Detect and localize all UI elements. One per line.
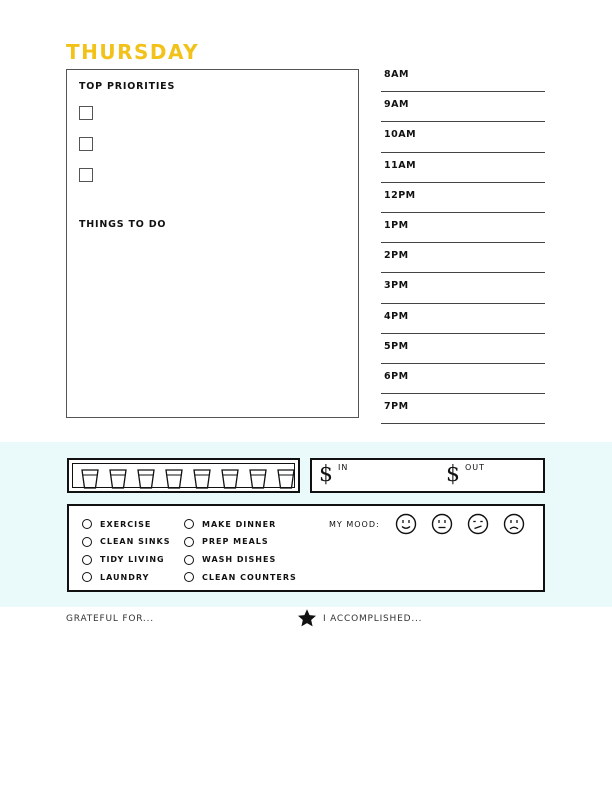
top-priorities-label: TOP PRIORITIES [79,81,176,92]
hour-label: 3PM [384,280,409,292]
hour-row[interactable] [381,183,545,213]
money-out-label: OUT [465,463,486,472]
dollar-in-icon: $ [319,462,333,487]
water-cup-icon[interactable] [248,468,268,490]
habit-label: CLEAN SINKS [100,537,171,547]
hour-row[interactable] [381,213,545,243]
hour-label: 6PM [384,370,409,382]
water-cup-icon[interactable] [192,468,212,490]
priority-checkbox-2[interactable] [79,137,93,151]
grateful-for-label: GRATEFUL FOR... [66,614,154,624]
hour-label: 1PM [384,219,409,231]
hour-row[interactable] [381,62,545,92]
smiling-face-icon[interactable] [395,513,417,535]
habit-circle-icon[interactable] [184,537,194,547]
dollar-out-icon: $ [446,462,460,487]
habit-item[interactable] [82,517,151,531]
frowning-face-icon[interactable] [503,513,525,535]
water-cup-icon[interactable] [136,468,156,490]
priorities-panel [66,69,359,418]
accomplished-label: I ACCOMPLISHED... [323,614,423,624]
water-cup-icon[interactable] [276,468,296,490]
hour-row[interactable] [381,153,545,183]
habit-circle-icon[interactable] [82,519,92,529]
habit-label: WASH DISHES [202,555,277,565]
habit-label: TIDY LIVING [100,555,165,565]
hour-row[interactable] [381,243,545,273]
hour-row[interactable] [381,92,545,122]
hour-row[interactable] [381,304,545,334]
habit-label: LAUNDRY [100,572,150,582]
hour-label: 11AM [384,159,417,171]
hour-row[interactable] [381,273,545,303]
water-cup-icon[interactable] [80,468,100,490]
habit-item[interactable] [184,517,276,531]
habit-item[interactable] [184,553,276,567]
water-cup-icon[interactable] [108,468,128,490]
water-cups-row [72,463,295,488]
hour-label: 10AM [384,129,417,141]
habit-circle-icon[interactable] [184,572,194,582]
habit-item[interactable] [82,570,149,584]
priority-checkbox-1[interactable] [79,106,93,120]
habit-item[interactable] [82,553,165,567]
habit-label: CLEAN COUNTERS [202,572,297,582]
money-tracker [310,458,545,493]
hour-label: 8AM [384,69,409,80]
water-cup-icon[interactable] [220,468,240,490]
habit-item[interactable] [184,535,269,549]
habit-label: EXERCISE [100,519,152,529]
hour-row[interactable] [381,334,545,364]
star-icon [297,608,317,628]
habit-circle-icon[interactable] [82,555,92,565]
habit-circle-icon[interactable] [82,572,92,582]
hour-label: 2PM [384,250,409,262]
money-in-label: IN [338,463,349,472]
water-tracker [67,458,300,493]
habit-label: PREP MEALS [202,537,269,547]
hourly-schedule [381,62,545,424]
hour-label: 9AM [384,99,409,111]
hour-label: 12PM [384,189,416,201]
hour-label: 7PM [384,401,409,413]
mood-label: MY MOOD: [329,520,380,529]
habit-item[interactable] [82,535,171,549]
water-cup-icon[interactable] [164,468,184,490]
priority-checkbox-3[interactable] [79,168,93,182]
skeptical-face-icon[interactable] [467,513,489,535]
hour-label: 5PM [384,340,409,352]
hour-label: 4PM [384,310,409,322]
hour-row[interactable] [381,394,545,424]
habit-tracker [67,504,545,592]
habit-circle-icon[interactable] [184,555,194,565]
neutral-face-icon[interactable] [431,513,453,535]
habit-item[interactable] [184,570,297,584]
hour-row[interactable] [381,122,545,152]
habit-label: MAKE DINNER [202,519,277,529]
habit-circle-icon[interactable] [82,537,92,547]
things-to-do-label: THINGS TO DO [79,219,167,230]
day-title: THURSDAY [66,40,200,64]
hour-row[interactable] [381,364,545,394]
habit-circle-icon[interactable] [184,519,194,529]
